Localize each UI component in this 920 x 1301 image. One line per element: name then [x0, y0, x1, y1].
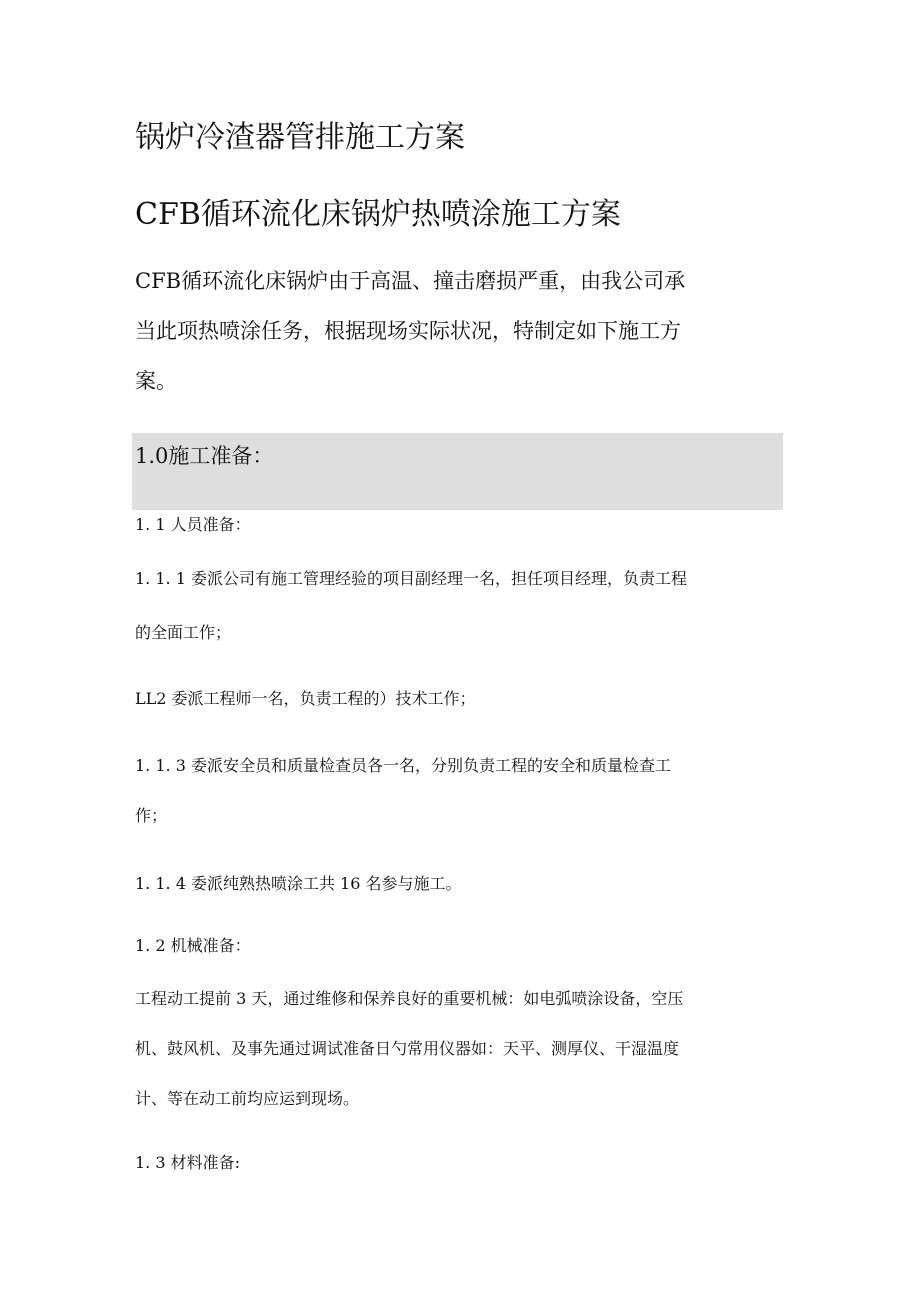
body-text-line: 工程动工提前 3 天，通过维修和保养良好的重要机械：如电弧喷涂设备，空压: [135, 989, 684, 1008]
intro-paragraph-line: 当此项热喷涂任务，根据现场实际状况，特制定如下施工方: [135, 319, 681, 343]
body-text-line: 机、鼓风机、及事先通过调试准备日勺常用仪器如：天平、测厚仪、干湿温度: [135, 1039, 680, 1058]
section-heading-band: [132, 433, 783, 510]
intro-paragraph-line: CFB循环流化床锅炉由于高温、撞击磨损严重，由我公司承: [135, 269, 686, 293]
subsection-heading-personnel: 1. 1 人员准备：: [135, 515, 251, 534]
body-text-line: 的全面工作；: [135, 623, 232, 642]
body-text-line: 1. 1. 1 委派公司有施工管理经验的项目副经理一名，担任项目经理，负责工程: [135, 569, 687, 588]
body-text-line: LL2 委派工程师一名，负责工程的）技术工作；: [135, 689, 476, 708]
document-subtitle: CFB循环流化床锅炉热喷涂施工方案: [135, 197, 621, 232]
body-text-line: 作；: [135, 806, 168, 825]
subsection-heading-materials: 1. 3 材料准备:: [135, 1153, 241, 1172]
section-heading: 1.0施工准备：: [135, 444, 274, 468]
body-text-line: 计、等在动工前均应运到现场。: [135, 1089, 360, 1108]
document-title: 锅炉冷渣器管排施工方案: [135, 120, 465, 155]
body-text-line: 1. 1. 4 委派纯熟热喷涂工共 16 名参与施工。: [135, 874, 462, 893]
intro-paragraph-line: 案。: [135, 369, 177, 393]
body-text-line: 1. 1. 3 委派安全员和质量检查员各一名，分别负责工程的安全和质量检查工: [135, 756, 671, 775]
subsection-heading-machinery: 1. 2 机械准备：: [135, 936, 251, 955]
